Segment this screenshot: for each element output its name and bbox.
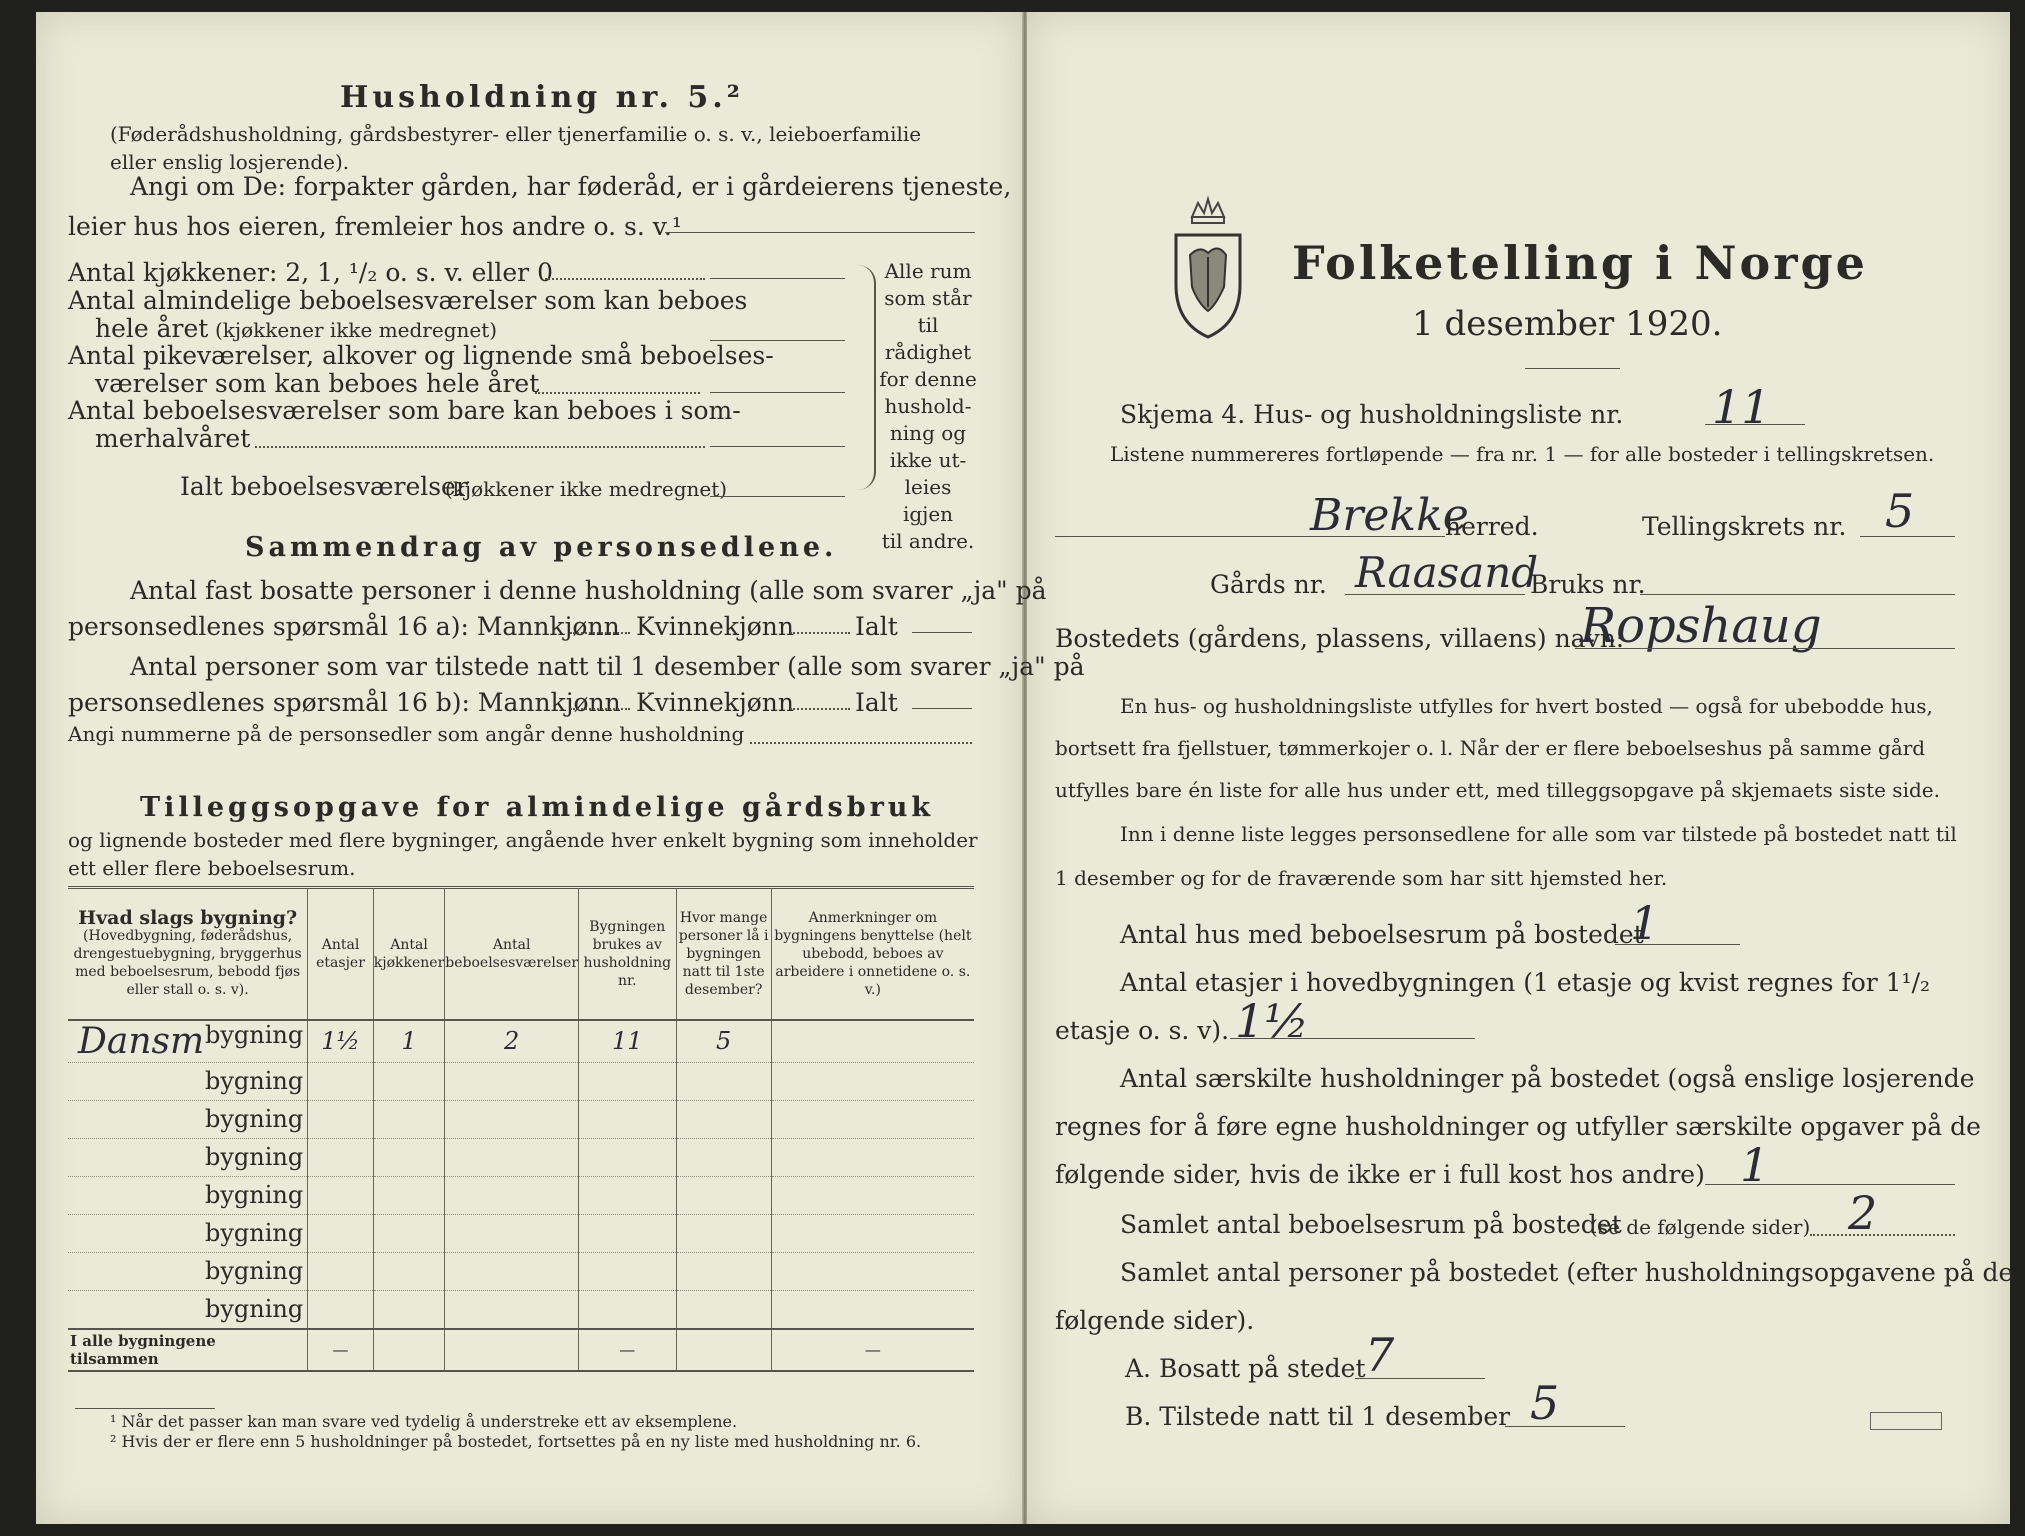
building-row (68, 1138, 974, 1176)
building-table (68, 886, 974, 1372)
ialt-note: (kjøkkener ikke medregnet) (445, 477, 728, 501)
cell-kjokkener[interactable] (373, 1138, 445, 1176)
fast-mann-answer[interactable] (570, 632, 630, 634)
cell-kjokkener[interactable] (373, 1214, 445, 1252)
cell-personer[interactable] (676, 1252, 771, 1290)
footnote-rule (75, 1408, 215, 1409)
cell-personer[interactable] (676, 1100, 771, 1138)
summary-title: Sammendrag av personsedlene. (245, 532, 838, 563)
instruction-2: bortsett fra fjellstuer, tømmerkojer o. l. Når der er flere beboelseshus på samme gård (1055, 736, 1926, 760)
gards-line (1345, 594, 1525, 595)
instruction-1: En hus- og husholdningsliste utfylles for hvert bosted — også for ubebodde hus, (1120, 694, 1933, 718)
tilstede-value[interactable]: 5 (1530, 1376, 1560, 1430)
instruction-4: Inn i denne liste legges personsedlene for alle som var tilstede på bostedet natt til (1120, 822, 1957, 846)
rum-label: Samlet antal beboelsesrum på bostedet (1120, 1210, 1622, 1239)
cell-anmerkninger[interactable] (771, 1062, 974, 1100)
cell-anmerkninger[interactable] (771, 1138, 974, 1176)
tellingskrets-value[interactable]: 5 (1885, 484, 1915, 538)
bosatt-label: A. Bosatt på stedet (1125, 1354, 1366, 1383)
cell-etasjer[interactable] (308, 1290, 374, 1329)
cell-husholdning[interactable] (579, 1290, 676, 1329)
cell-kjokkener[interactable] (373, 1290, 445, 1329)
bostedets-label: Bostedets (gårdens, plassens, villaens) navn: (1055, 624, 1625, 653)
alm-note: (kjøkkener ikke medregnet) (215, 318, 498, 342)
cell-vaerelser[interactable] (445, 1062, 579, 1100)
cell-personer[interactable]: 5 (676, 1020, 771, 1063)
total-personer[interactable] (676, 1329, 771, 1371)
header-anmerkninger: Anmerkninger om bygningens benyttelse (helt ubebodd, beboes av arbeidere i onnetidene o. s. v.) (771, 888, 974, 1020)
cell-etasjer[interactable] (308, 1252, 374, 1290)
cell-kjokkener[interactable] (373, 1252, 445, 1290)
angi-line-2: leier hus hos eieren, fremleier hos andre o. s. v.¹ (68, 212, 682, 241)
building-kind[interactable] (68, 1252, 308, 1290)
personer-line-1: Samlet antal personer på bostedet (efter husholdningsopgavene på de (1120, 1258, 2014, 1287)
cell-anmerkninger[interactable] (771, 1252, 974, 1290)
cell-kjokkener[interactable]: 1 (373, 1020, 445, 1063)
norway-coat-of-arms-icon (1168, 195, 1248, 343)
bostedets-line (1575, 648, 1955, 649)
cell-etasjer[interactable] (308, 1062, 374, 1100)
total-anmerkninger: — (771, 1329, 974, 1371)
cell-kjokkener[interactable] (373, 1100, 445, 1138)
kitchens-answer[interactable] (710, 278, 845, 279)
building-row (68, 1252, 974, 1290)
etasjer-answer-line (1230, 1038, 1475, 1039)
building-row (68, 1176, 974, 1214)
cell-etasjer[interactable] (308, 1176, 374, 1214)
cell-etasjer[interactable]: 1½ (308, 1020, 374, 1063)
herred-label: herred. (1445, 512, 1539, 541)
ialt-label: Ialt beboelsesværelser (180, 472, 468, 501)
tellingskrets-label: Tellingskrets nr. (1642, 512, 1847, 541)
etasjer-value[interactable]: 1½ (1235, 994, 1309, 1048)
cell-personer[interactable] (676, 1214, 771, 1252)
building-row (68, 1062, 974, 1100)
sommer-dots (255, 446, 705, 448)
total-husholdning: — (579, 1329, 676, 1371)
pike-line-2: værelser som kan beboes hele året (95, 369, 540, 398)
angi-answer-line[interactable] (665, 232, 975, 233)
bygning-label: bygning (205, 1105, 304, 1133)
cell-husholdning[interactable] (579, 1100, 676, 1138)
gards-label: Gårds nr. (1210, 570, 1327, 599)
printer-stamp (1870, 1412, 1942, 1430)
header-husholdning: Bygningen brukes av husholdning nr. (579, 888, 676, 1020)
building-kind[interactable] (68, 1214, 308, 1252)
bygning-label: bygning (205, 1257, 304, 1285)
building-kind[interactable] (68, 1062, 308, 1100)
cell-personer[interactable] (676, 1176, 771, 1214)
tilstede-ialt-answer[interactable] (912, 708, 972, 709)
total-vaerelser[interactable] (445, 1329, 579, 1371)
household-note: (Føderådshusholdning, gårdsbestyrer- eller tjenerfamilie o. s. v., leieboerfamilie eller enslig losjerende). (110, 122, 922, 174)
gards-value[interactable]: Raasand (1355, 548, 1539, 597)
tillegg-line-2: ett eller flere beboelsesrum. (68, 856, 356, 880)
saer-value[interactable]: 1 (1740, 1138, 1770, 1192)
total-label: I alle bygningene tilsammen (70, 1331, 216, 1368)
tilstede-kvinne-label: Kvinnekjønn (636, 688, 794, 717)
fast-ialt-answer[interactable] (912, 632, 972, 633)
hus-value[interactable]: 1 (1630, 896, 1660, 950)
herred-value[interactable]: Brekke (1310, 490, 1469, 541)
cell-vaerelser[interactable] (445, 1290, 579, 1329)
etasjer-line-2: etasje o. s. v). (1055, 1016, 1230, 1045)
tilstede-line (1505, 1426, 1625, 1427)
bygning-label: bygning (205, 1219, 304, 1247)
hus-label: Antal hus med beboelsesrum på bostedet (1120, 920, 1644, 949)
bygning-label: bygning (205, 1181, 304, 1209)
cell-etasjer[interactable] (308, 1138, 374, 1176)
rum-answer-line (1810, 1234, 1955, 1236)
pike-answer[interactable] (710, 392, 845, 393)
nummerne-answer[interactable] (750, 742, 972, 744)
listene-note: Listene nummereres fortløpende — fra nr. 1 — for alle bosteder i tellingskretsen. (1110, 442, 1935, 466)
personer-line-2: følgende sider). (1055, 1306, 1255, 1335)
tilstede-kvinne-answer[interactable] (790, 708, 850, 710)
tillegg-line-1: og lignende bosteder med flere bygninger, angående hver enkelt bygning som inneholder (68, 828, 978, 852)
building-kind[interactable] (68, 1290, 308, 1329)
building-row (68, 1290, 974, 1329)
side-brace (858, 265, 876, 490)
cell-kjokkener[interactable] (373, 1176, 445, 1214)
cell-vaerelser[interactable]: 2 (445, 1020, 579, 1063)
bygning-label: bygning (205, 1020, 304, 1049)
building-kind[interactable] (68, 1138, 308, 1176)
cell-vaerelser[interactable] (445, 1138, 579, 1176)
cell-anmerkninger[interactable] (771, 1290, 974, 1329)
cell-vaerelser[interactable] (445, 1214, 579, 1252)
bosatt-line (1355, 1378, 1485, 1379)
tilstede-line-1: Antal personer som var tilstede natt til 1 desember (alle som svarer „ja" på (130, 652, 1085, 681)
cell-personer[interactable] (676, 1138, 771, 1176)
herred-line (1055, 536, 1445, 537)
header-kjokkener: Antal kjøkkener (373, 888, 445, 1020)
bygning-label: bygning (205, 1143, 304, 1171)
bruks-line (1640, 594, 1955, 595)
cell-husholdning[interactable] (579, 1214, 676, 1252)
pike-dots (535, 392, 700, 394)
building-kind[interactable] (68, 1176, 308, 1214)
title-rule (1525, 368, 1620, 369)
nummerne-label: Angi nummerne på de personsedler som angår denne husholdning (68, 722, 745, 746)
census-date: 1 desember 1920. (1412, 304, 1723, 344)
tilstede-ialt-label: Ialt (855, 688, 898, 717)
rum-note: (se de følgende sider) (1590, 1215, 1811, 1239)
census-title: Folketelling i Norge (1292, 236, 1868, 290)
sommer-answer[interactable] (710, 446, 845, 447)
tilstede-label: B. Tilstede natt til 1 desember (1125, 1402, 1511, 1431)
household-title: Husholdning nr. 5.² (340, 80, 744, 115)
skjema-line (1705, 424, 1805, 425)
bruks-label: Bruks nr. (1530, 570, 1646, 599)
bosatt-value[interactable]: 7 (1365, 1328, 1395, 1382)
rum-value[interactable]: 2 (1848, 1186, 1878, 1240)
tilstede-mann-answer[interactable] (570, 708, 630, 710)
cell-personer[interactable] (676, 1062, 771, 1100)
tellingskrets-line (1860, 536, 1955, 537)
cell-husholdning[interactable] (579, 1252, 676, 1290)
etasjer-line-1: Antal etasjer i hovedbygningen (1 etasje og kvist regnes for 1¹/₂ (1120, 968, 1931, 997)
saer-line-3: følgende sider, hvis de ikke er i full kost hos andre) (1055, 1160, 1705, 1189)
header-etasjer: Antal etasjer (308, 888, 374, 1020)
angi-line-1: Angi om De: forpakter gården, har føderåd, er i gårdeierens tjeneste, (130, 172, 1012, 201)
header-vaerelser: Antal beboelsesværelser (445, 888, 579, 1020)
footnote-1: ¹ Når det passer kan man svare ved tydelig å understreke ett av eksemplene. (110, 1412, 738, 1431)
fast-line-1: Antal fast bosatte personer i denne husholdning (alle som svarer „ja" på (130, 576, 1047, 605)
pike-line-1: Antal pikeværelser, alkover og lignende små beboelses- (68, 341, 774, 370)
saer-line-2: regnes for å føre egne husholdninger og utfyller særskilte opgaver på de (1055, 1112, 1981, 1141)
saer-answer-line (1705, 1184, 1955, 1185)
cell-husholdning[interactable]: 11 (579, 1020, 676, 1063)
fast-kvinne-answer[interactable] (790, 632, 850, 634)
side-note: Alle rum som står til rådighet for denne hushold- ning og ikke ut- leies igjen til andre. (879, 259, 977, 553)
cell-etasjer[interactable] (308, 1100, 374, 1138)
cell-vaerelser[interactable] (445, 1176, 579, 1214)
instruction-3: utfylles bare én liste for alle hus under ett, med tilleggsopgave på skjemaets siste side. (1055, 778, 1940, 802)
alm-line-1: Antal almindelige beboelsesværelser som kan beboes (68, 286, 748, 315)
instruction-5: 1 desember og for de fraværende som har sitt hjemsted her. (1055, 866, 1668, 890)
header-kind: Hvad slags bygning? (Hovedbygning, føderådshus, drengestuebygning, bryggerhus med beboelsesrum, bebodd fjøs eller stall o. s. v). (73, 906, 302, 998)
kitchens-dots (545, 278, 705, 280)
cell-husholdning[interactable] (579, 1176, 676, 1214)
saer-line-1: Antal særskilte husholdninger på bostedet (også enslige losjerende (1120, 1064, 1975, 1093)
sommer-line-2: merhalvåret (95, 424, 251, 453)
total-etasjer: — (308, 1329, 374, 1371)
total-kjokkener[interactable] (373, 1329, 445, 1371)
cell-vaerelser[interactable] (445, 1100, 579, 1138)
tillegg-title: Tilleggsopgave for almindelige gårdsbruk (140, 792, 935, 823)
footnote-2: ² Hvis der er flere enn 5 husholdninger på bostedet, fortsettes på en ny liste med husholdning nr. 6. (110, 1432, 922, 1451)
sommer-line-1: Antal beboelsesværelser som bare kan beboes i som- (68, 396, 741, 425)
bygning-label: bygning (205, 1295, 304, 1323)
cell-anmerkninger[interactable] (771, 1100, 974, 1138)
building-row (68, 1214, 974, 1252)
cell-husholdning[interactable] (579, 1062, 676, 1100)
fast-kvinne-label: Kvinnekjønn (636, 612, 794, 641)
fast-ialt-label: Ialt (855, 612, 898, 641)
cell-husholdning[interactable] (579, 1138, 676, 1176)
hus-line (1615, 944, 1740, 945)
building-row (68, 1020, 974, 1063)
ialt-answer[interactable] (710, 496, 845, 497)
skjema-value[interactable]: 11 (1712, 380, 1771, 434)
bostedets-value[interactable]: Ropshaug (1580, 598, 1822, 654)
skjema-label: Skjema 4. Hus- og husholdningsliste nr. (1120, 400, 1624, 429)
kitchens-label: Antal kjøkkener: 2, 1, ¹/₂ o. s. v. eller 0 (68, 258, 553, 287)
header-personer: Hvor mange personer lå i bygningen natt til 1ste desember? (676, 888, 771, 1020)
cell-kjokkener[interactable] (373, 1062, 445, 1100)
cell-etasjer[interactable] (308, 1214, 374, 1252)
building-row (68, 1100, 974, 1138)
building-kind[interactable] (68, 1100, 308, 1138)
cell-anmerkninger[interactable] (771, 1176, 974, 1214)
fast-line-2: personsedlenes spørsmål 16 a): Mannkjønn (68, 612, 620, 641)
tilstede-line-2: personsedlenes spørsmål 16 b): Mannkjønn (68, 688, 621, 717)
alm-line-2: hele året (95, 314, 209, 343)
bygning-label: bygning (205, 1067, 304, 1095)
cell-vaerelser[interactable] (445, 1252, 579, 1290)
building-kind[interactable] (68, 1020, 308, 1063)
cell-personer[interactable] (676, 1290, 771, 1329)
cell-anmerkninger[interactable] (771, 1020, 974, 1063)
building-kind-value: Dansm (78, 1020, 205, 1062)
cell-anmerkninger[interactable] (771, 1214, 974, 1252)
